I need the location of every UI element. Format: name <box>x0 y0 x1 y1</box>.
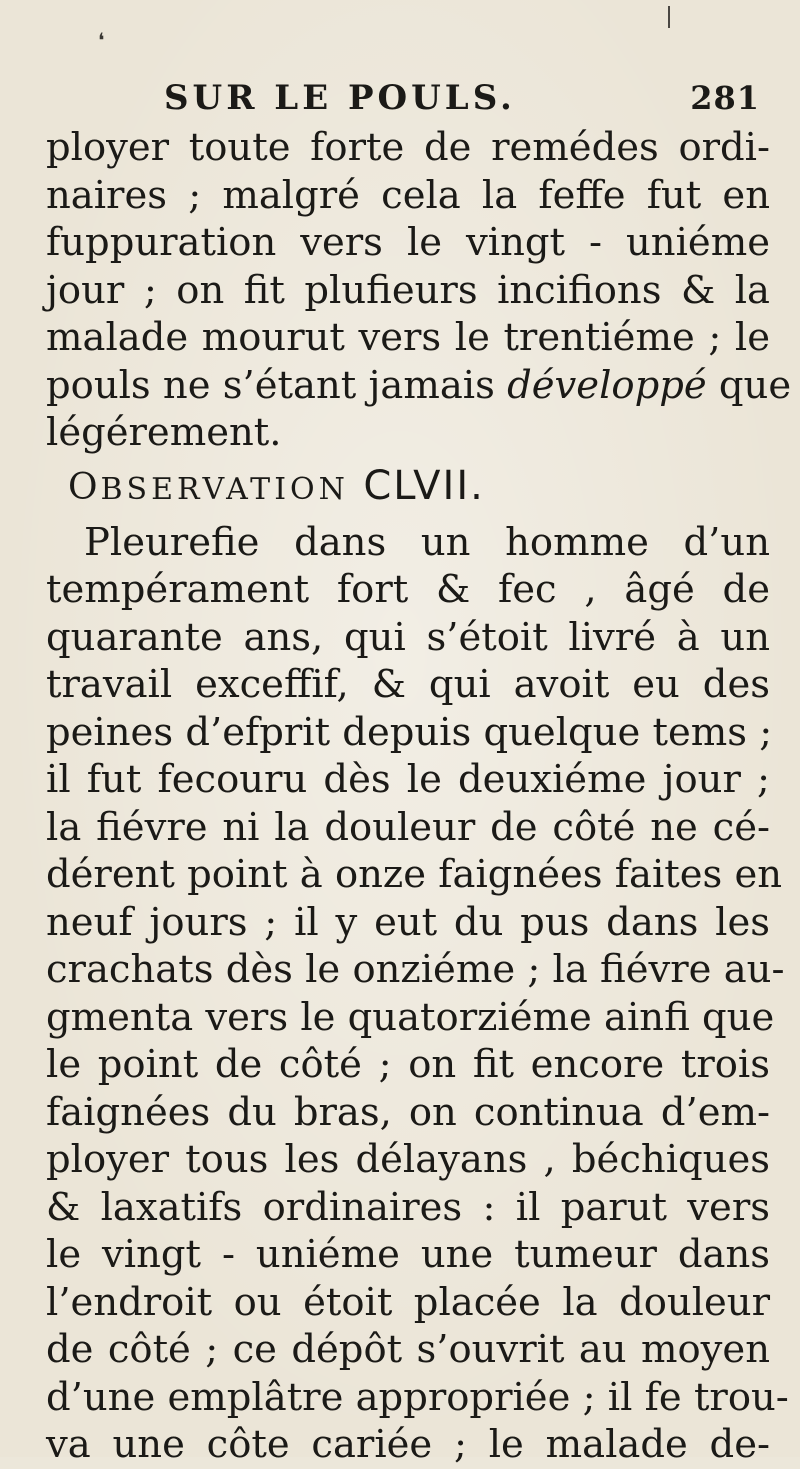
paragraph-continued <box>46 124 792 457</box>
ink-mark <box>668 6 670 28</box>
text-line: il fut fecouru dès le deuxiéme jour ; <box>46 757 770 802</box>
text-fragment: que <box>706 362 792 408</box>
text-line: ployer toute forte de remédes ordi- <box>46 125 770 170</box>
text-line: ployer tous les délayans , béchiques <box>46 1137 770 1182</box>
text-line: fuppuration vers le vingt - uniéme <box>46 220 770 265</box>
text-line: la fiévre ni la douleur de côté ne cé- <box>46 804 770 850</box>
text-line: va une côte cariée ; le malade de- <box>46 1422 770 1467</box>
running-title: SUR LE POULS. <box>164 78 516 118</box>
observation-heading <box>68 461 770 515</box>
text-line: naires ; malgré cela la feffe fut en <box>46 172 770 218</box>
italic-word: développé <box>507 362 707 408</box>
text-line <box>46 362 792 410</box>
text-line: travail exceffif, & qui avoit eu des <box>46 662 770 707</box>
text-line: dérent point à onze faignées faites en <box>46 852 783 897</box>
paragraph-observation <box>46 519 789 1469</box>
text-line: & laxatifs ordinaires : il parut vers <box>46 1184 770 1230</box>
heading-number: CLVII. <box>363 462 485 509</box>
ink-speck: ❛ <box>98 28 105 52</box>
text-line: peines d’efprit depuis quelque tems ; <box>46 709 773 755</box>
text-line: quarante ans, qui s’étoit livré à un <box>46 614 770 660</box>
text-line: neuf jours ; il y eut du pus dans les <box>46 899 770 945</box>
text-line: l’endroit ou étoit placée la douleur <box>46 1279 770 1325</box>
text-line: tempérament fort & fec , âgé de <box>46 567 770 612</box>
text-line: gmenta vers le quatorziéme ainfi que <box>46 994 775 1040</box>
text-line: de côté ; ce dépôt s’ouvrit au moyen <box>46 1327 770 1372</box>
text-line: d’une emplâtre appropriée ; il fe trou- <box>46 1374 789 1420</box>
text-line: faignées du bras, on continua d’em- <box>46 1089 770 1135</box>
text-line: crachats dès le onziéme ; la fiévre au- <box>46 947 785 992</box>
text-line: légérement. <box>46 410 282 455</box>
text-line: malade mourut vers le trentiéme ; le <box>46 315 770 360</box>
text-line: Pleurefie dans un homme d’un <box>84 519 770 565</box>
text-line: jour ; on fit plufieurs incifions & la <box>46 267 770 313</box>
heading-word: BSERVATION <box>100 471 349 507</box>
heading-initial: O <box>68 466 101 508</box>
text-fragment: pouls ne s’étant jamais <box>46 362 508 408</box>
text-line: le point de côté ; on fit encore trois <box>46 1042 770 1087</box>
running-header <box>46 78 770 124</box>
page-number: 281 <box>690 79 760 117</box>
text-line: le vingt - uniéme une tumeur dans <box>46 1232 770 1277</box>
